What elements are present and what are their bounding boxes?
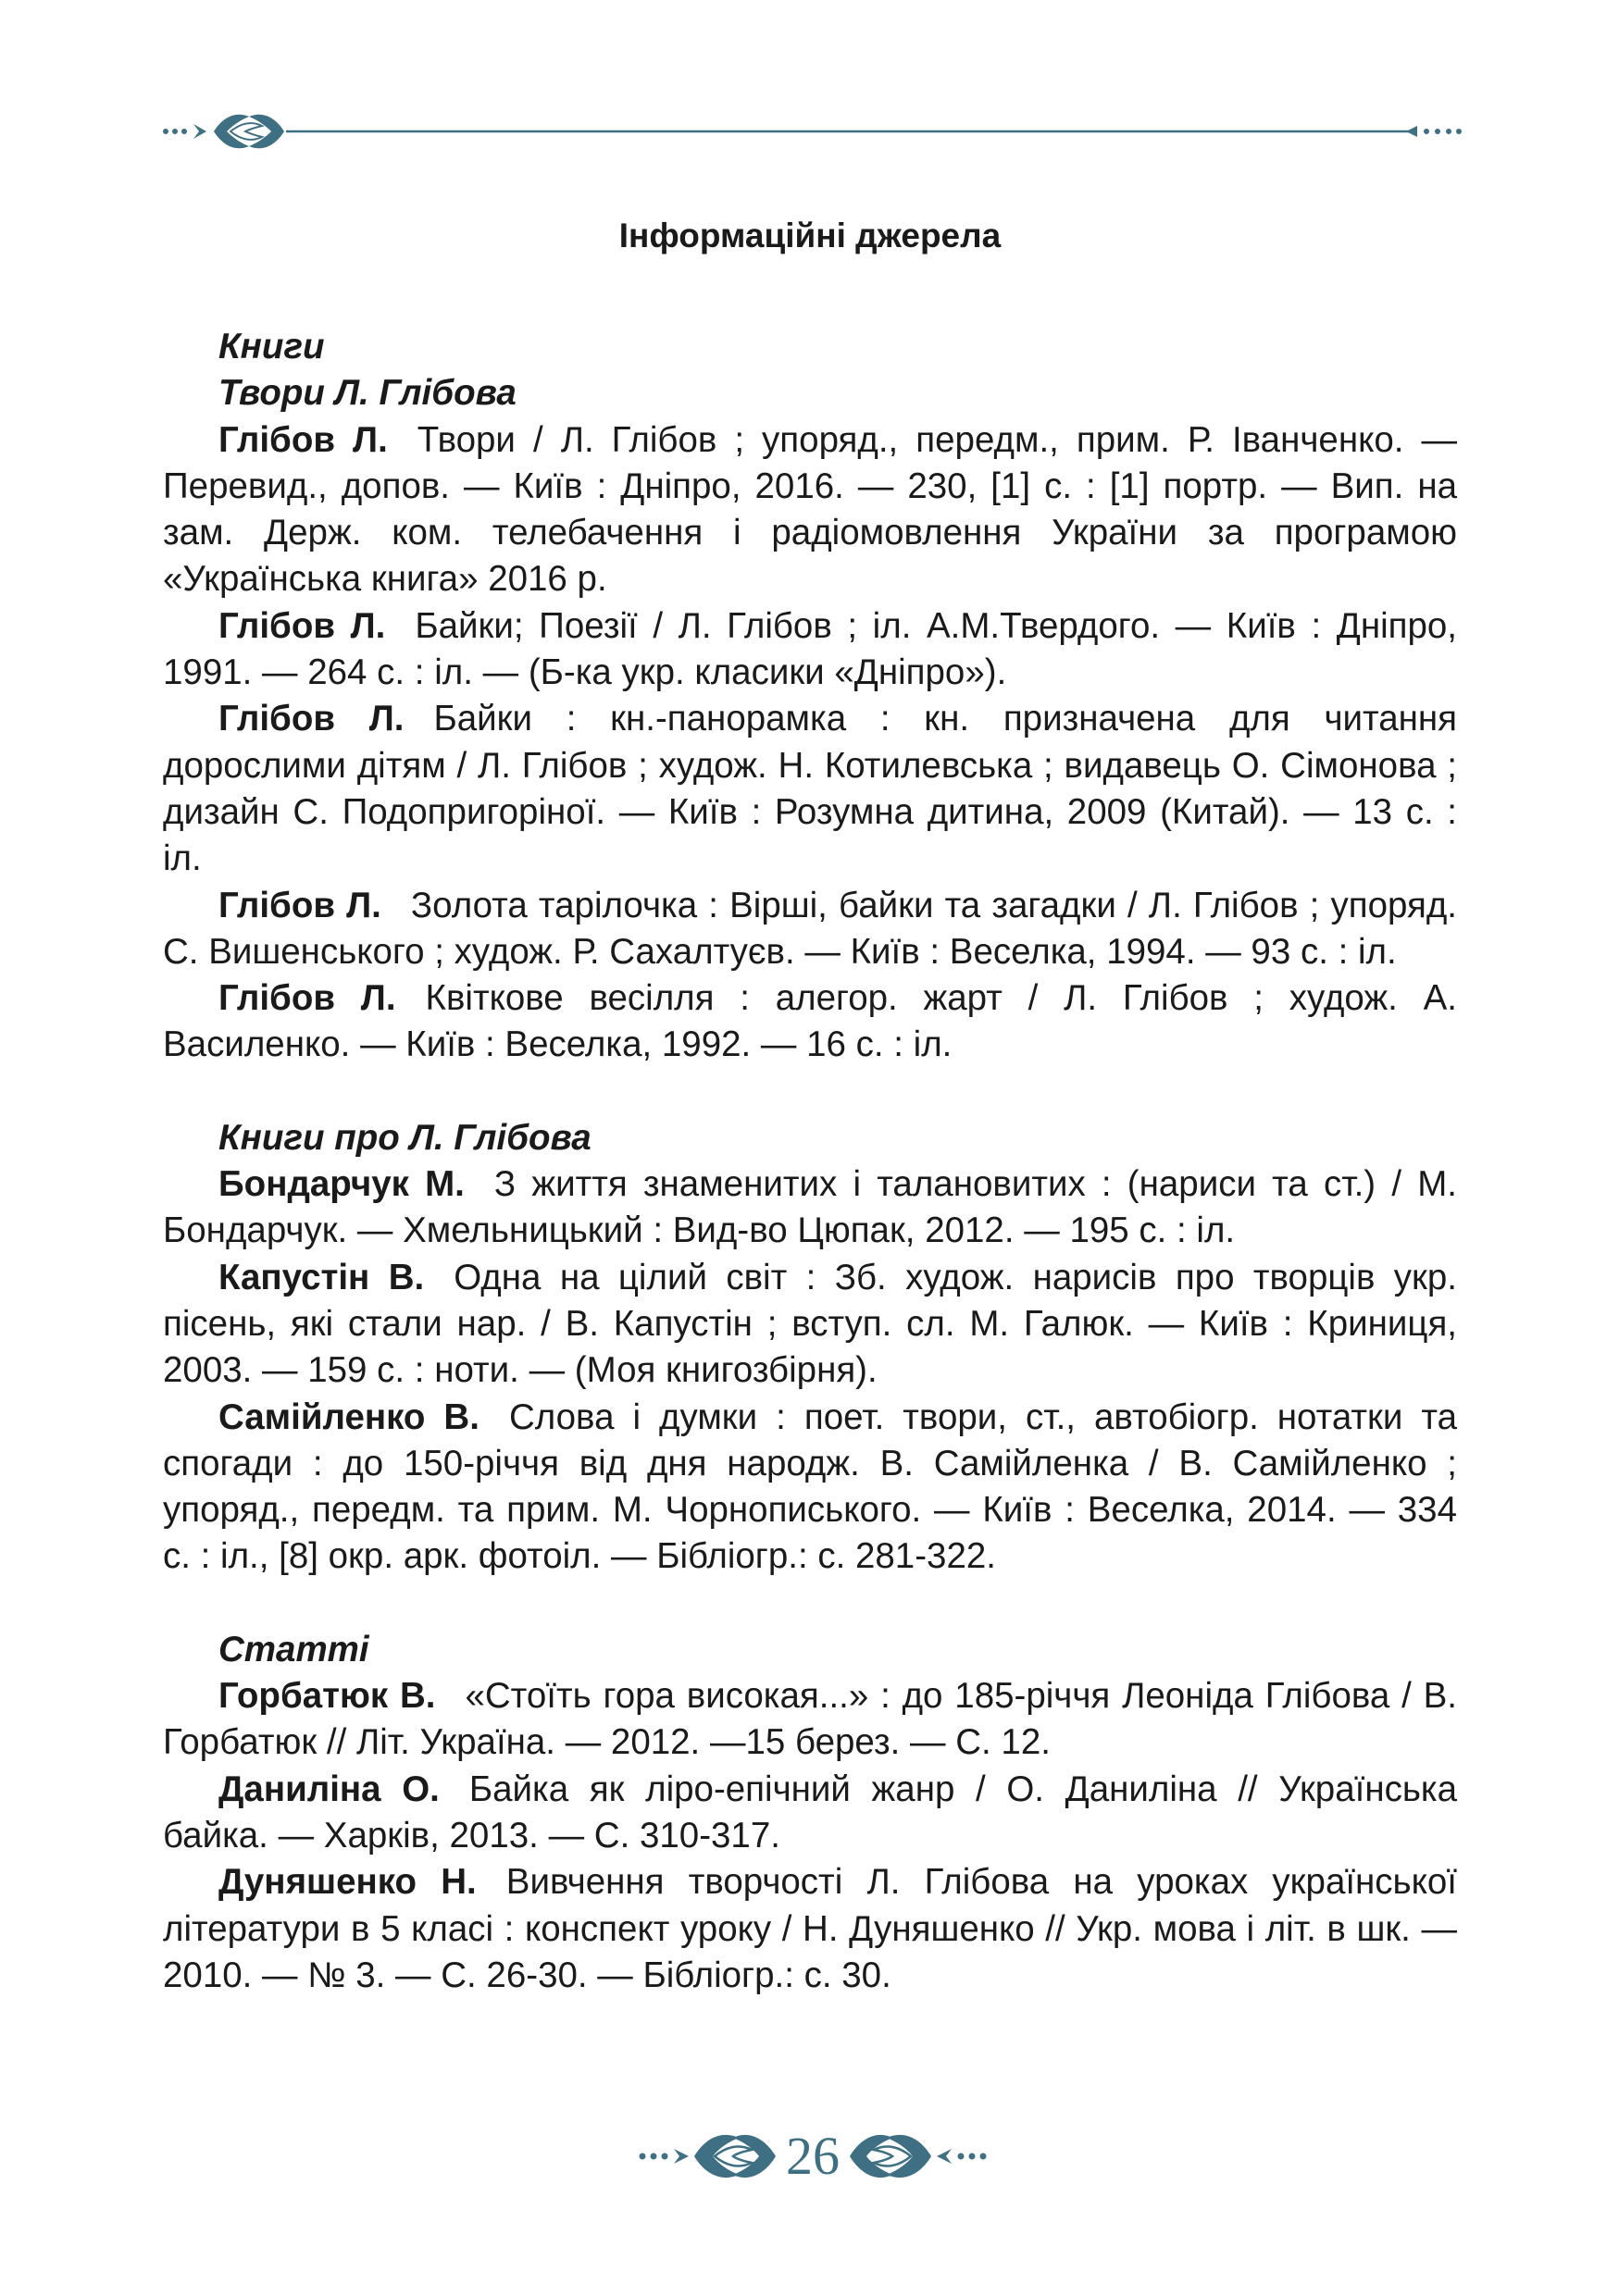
bibliography-entry xyxy=(163,603,1457,697)
bibliography-entry xyxy=(163,696,1457,882)
entry-text: Золота тарілочка : Вірші, байки та загадки / Л. Глібов ; упоряд. С. Вишенського ; худож. Р. Сахалтуєв. — Київ : Веселка, 1994. — 93 с. : іл. xyxy=(163,885,1458,972)
bibliography-entry xyxy=(163,417,1457,603)
bibliography-entry xyxy=(163,1255,1457,1395)
entry-author: Горбатюк В. xyxy=(218,1676,436,1717)
section-heading-books-about: Книги про Л. Глібова xyxy=(218,1117,592,1158)
bibliography-entry xyxy=(163,975,1457,1069)
bibliography-entry xyxy=(163,1767,1457,1860)
entry-text: Вивчення творчості Л. Глібова на уроках української літератури в 5 класі : конспект уроку / Н. Дуняшенко // Укр. мова і літ. в шк. — 2010. — № 3. — С. 26-30. — Бібліогр.: с. 30. xyxy=(163,1862,1458,1995)
entry-text: Одна на цілий світ : Зб. худож. нарисів про творців укр. пісень, які стали нар. / В. Капустін ; вступ. сл. М. Галюк. — Київ : Криниця, 2003. — 159 с. : ноти. — (Моя книгозбірня). xyxy=(163,1257,1457,1391)
entry-author: Дуняшенко Н. xyxy=(218,1862,477,1903)
entry-text: Байки : кн.-панорамка : кн. призначена для читання дорослими дітям / Л. Глібов ; худож. Н. Котилевська ; видавець О. Сімонова ; дизайн С. Подопригоріної. — Київ : Розумна дитина, 2009 (Китай). — 13 с. : іл. xyxy=(163,699,1457,879)
entry-text: Слова і думки : поет. твори, ст., автобіогр. нотатки та спогади : до 150-річчя від дня народж. В. Самійленка / В. Самійленко ; упоряд., передм. та прим. М. Чорнописького. — Київ : Веселка, 2014. — 334 с. : іл., [8] окр. арк. фотоіл. — Бібліогр.: с. 281-322. xyxy=(163,1396,1457,1577)
bibliography-entry xyxy=(163,883,1457,976)
page-body xyxy=(163,213,1457,1999)
entry-author: Глібов Л. xyxy=(218,419,388,460)
entry-text: Квіткове весілля : алегор. жарт / Л. Глібов ; худож. А. Василенко. — Київ : Веселка, 1992. — 16 с. : іл. xyxy=(163,978,1457,1065)
section-gap xyxy=(163,1581,1457,1627)
entry-text: Твори / Л. Глібов ; упоряд., передм., прим. Р. Іванченко. — Перевид., допов. — Київ : Дніпро, 2016. — 230, [1] с. : [1] портр. — Вип. на зам. Держ. ком. телебачення і радіомовлення України за програмою «Українська книга» 2016 р. xyxy=(163,419,1457,600)
entry-author: Глібов Л. xyxy=(218,605,386,646)
entry-author: Самійленко В. xyxy=(218,1396,479,1437)
section-heading-books: Книги xyxy=(218,327,325,366)
entry-author: Даниліна О. xyxy=(218,1769,440,1809)
section-heading-works: Твори Л. Глібова xyxy=(218,373,517,414)
section-heading-articles: Статті xyxy=(218,1629,369,1669)
entry-author: Глібов Л. xyxy=(218,699,405,739)
page-number: 26 xyxy=(786,2126,840,2186)
entry-text: Байки; Поезії / Л. Глібов ; іл. А.М.Твердого. — Київ : Дніпро, 1991. — 264 с. : іл. — (Б-ка укр. класики «Дніпро»). xyxy=(163,605,1458,693)
bibliography-entry xyxy=(163,1673,1457,1767)
bibliography-entry xyxy=(163,1395,1457,1581)
page-title: Інформаційні джерела xyxy=(618,217,1002,254)
bibliography-entry xyxy=(163,1161,1457,1255)
entry-author: Бондарчук М. xyxy=(218,1164,465,1205)
top-ornament-icon xyxy=(162,104,1463,159)
entry-author: Глібов Л. xyxy=(218,978,396,1019)
entry-author: Глібов Л. xyxy=(218,885,381,925)
bibliography-entry xyxy=(163,1859,1457,1999)
section-gap xyxy=(163,1069,1457,1115)
entry-author: Капустін В. xyxy=(218,1257,425,1297)
entry-text: Байка як ліро-епічний жанр / О. Даниліна // Українська байка. — Харків, 2013. — С. 310-317. xyxy=(163,1769,1457,1855)
entry-text: «Стоїть гора високая...» : до 185-річчя Леоніда Глібова / В. Горбатюк // Літ. Україна. — 2012. —15 берез. — С. 12. xyxy=(163,1676,1457,1763)
entry-text: З життя знаменитих і талановитих : (нариси та ст.) / М. Бондарчук. — Хмельницький : Вид-во Цюпак, 2012. — 195 с. : іл. xyxy=(163,1164,1457,1251)
